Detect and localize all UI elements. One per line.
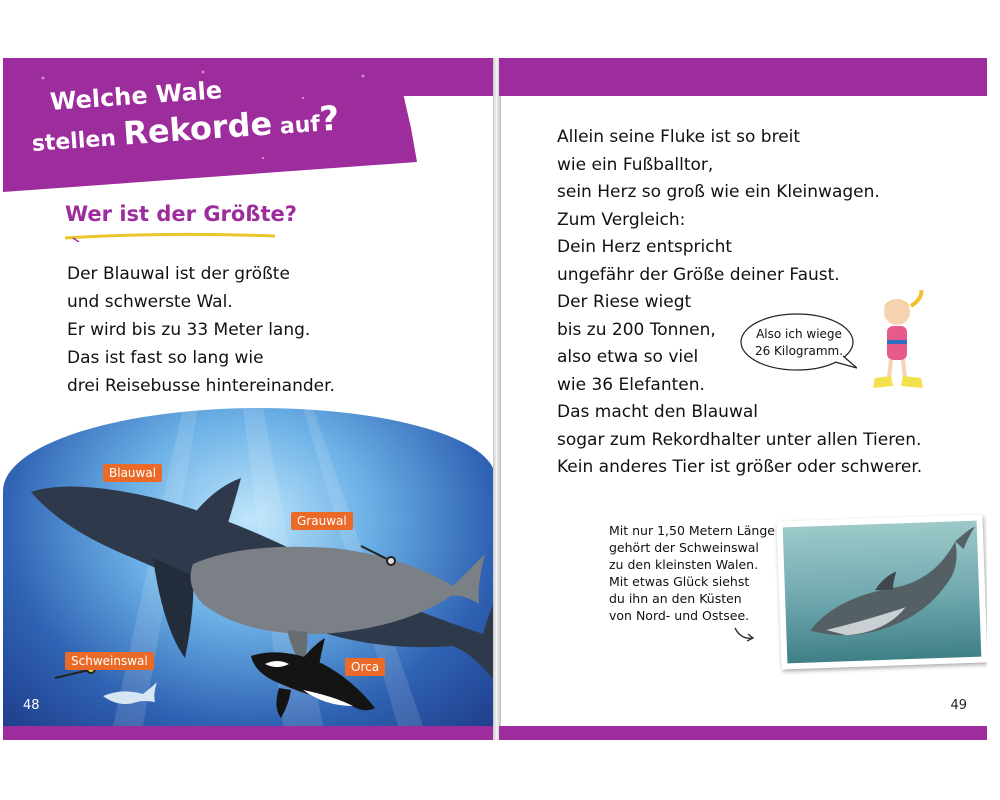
bottom-band	[499, 726, 987, 740]
paragraph-line: Er wird bis zu 33 Meter lang.	[67, 320, 311, 340]
page-number-right: 49	[950, 698, 967, 713]
caption-line: von Nord- und Ostsee.	[609, 608, 750, 623]
subheading-underline	[63, 230, 277, 242]
speech-bubble-text	[747, 326, 851, 360]
page-number-left: 48	[23, 698, 40, 713]
title-highlight: Rekorde	[121, 104, 274, 153]
caption-line: gehört der Schweinswal	[609, 540, 759, 555]
paragraph-line: Der Blauwal ist der größte	[67, 264, 290, 284]
page-title-line1: Welche Wale	[49, 76, 223, 116]
label-blauwal: Blauwal	[103, 464, 162, 482]
caption-line: Mit nur 1,50 Metern Länge	[609, 523, 775, 538]
caption-line: Mit etwas Glück siehst	[609, 574, 750, 589]
paragraph-line: und schwerste Wal.	[67, 292, 233, 312]
left-page	[3, 58, 495, 740]
paragraph-line: Zum Vergleich:	[557, 209, 686, 230]
paragraph-line: wie 36 Elefanten.	[557, 374, 705, 395]
paragraph-line: drei Reisebusse hintereinander.	[67, 376, 335, 396]
porpoise-photo-subject	[783, 521, 982, 664]
paragraph-line: Dein Herz entspricht	[557, 237, 733, 257]
paragraph-line: Allein seine Fluke ist so breit	[557, 127, 801, 147]
porpoise-photo	[776, 514, 987, 669]
bubble-line: 26 Kilogramm.	[754, 344, 844, 358]
label-grauwal: Grauwal	[291, 512, 353, 530]
title-question-mark: ?	[318, 98, 341, 140]
paragraph-line: Kein anderes Tier ist größer oder schwerer.	[557, 457, 923, 477]
caption-line: zu den kleinsten Walen.	[609, 557, 759, 572]
title-suffix: auf	[271, 111, 321, 141]
paragraph-line: bis zu 200 Tonnen,	[557, 319, 716, 340]
paragraph-line: Der Riese wiegt	[557, 292, 692, 312]
photo-caption	[609, 522, 775, 624]
paragraph-line: also etwa so viel	[557, 347, 699, 367]
label-orca: Orca	[345, 658, 385, 676]
subheading: Wer ist der Größte?	[65, 202, 297, 226]
gray-whale-icon	[191, 547, 485, 666]
paragraph-line: sogar zum Rekordhalter unter allen Tieren.	[557, 429, 922, 450]
paragraph-line: Das ist fast so lang wie	[67, 348, 264, 368]
bottom-band	[3, 726, 495, 740]
paragraph-line: Das macht den Blauwal	[557, 402, 758, 422]
intro-paragraph	[67, 260, 335, 400]
whale-illustrations	[3, 408, 495, 726]
photo-content	[783, 521, 982, 664]
book-spread	[3, 58, 987, 740]
title-prefix: stellen	[31, 125, 125, 158]
paragraph-line: sein Herz so groß wie ein Kleinwagen.	[557, 182, 880, 202]
caption-arrow-icon	[733, 624, 757, 644]
right-page	[499, 58, 987, 740]
caption-line: du ihn an den Küsten	[609, 591, 742, 606]
top-band	[499, 58, 987, 96]
paragraph-line: ungefähr der Größe deiner Faust.	[557, 264, 840, 285]
girl-illustration	[867, 290, 927, 394]
bubble-line: Also ich wiege	[756, 327, 842, 341]
label-schweinswal: Schweinswal	[65, 652, 154, 670]
paragraph-line: wie ein Fußballtor,	[557, 154, 714, 175]
